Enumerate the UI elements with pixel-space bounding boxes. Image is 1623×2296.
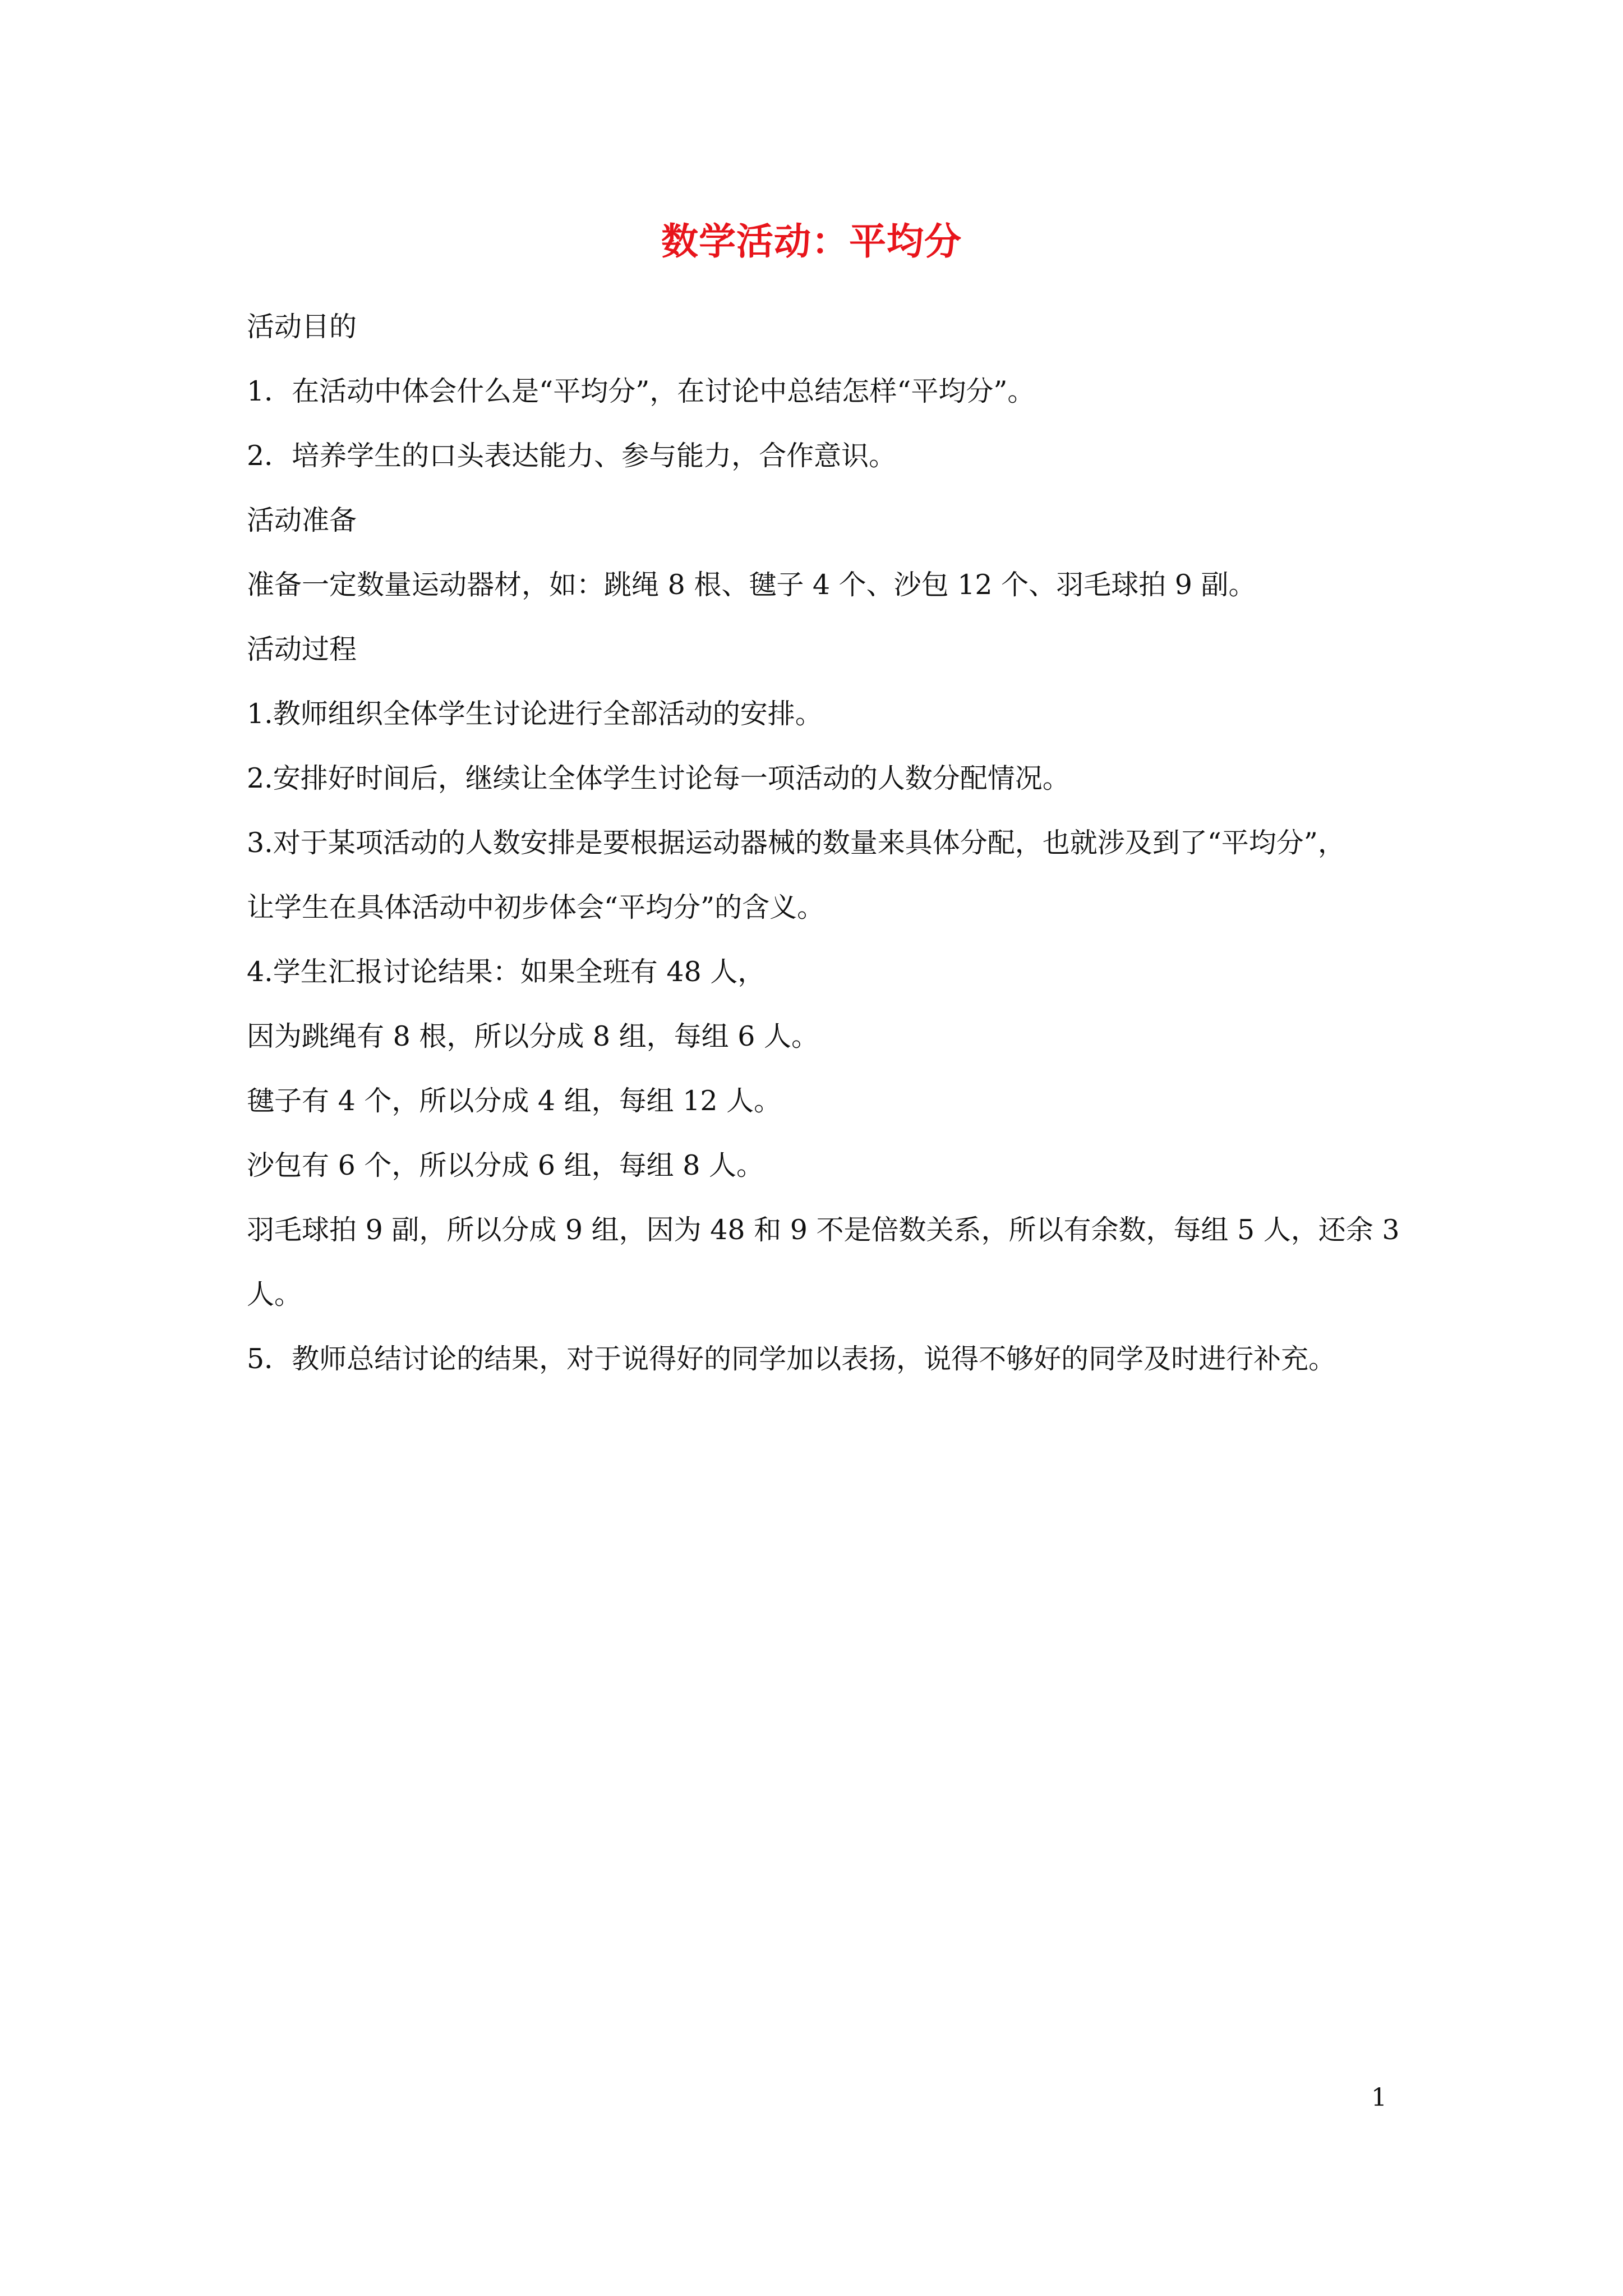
process-step-1: 1.教师组织全体学生讨论进行全部活动的安排。 [247, 698, 823, 730]
preparation-text: 准备一定数量运动器材，如：跳绳 8 根、毽子 4 个、沙包 12 个、羽毛球拍 9 副。 [247, 569, 1256, 601]
section-heading-goals: 活动目的 [247, 311, 357, 343]
process-step-4: 4.学生汇报讨论结果：如果全班有 48 人， [247, 956, 766, 988]
goal-item-2: 2．培养学生的口头表达能力、参与能力，合作意识。 [247, 440, 897, 472]
process-step-3-continued: 让学生在具体活动中初步体会“平均分”的含义。 [247, 891, 825, 923]
result-badminton: 羽毛球拍 9 副，所以分成 9 组，因为 48 和 9 不是倍数关系，所以有余数，每组 5 人，还余 3 [247, 1214, 1400, 1246]
document-body [247, 295, 1400, 1391]
goal-item-1: 1．在活动中体会什么是“平均分”，在讨论中总结怎样“平均分”。 [247, 375, 1035, 407]
result-jump-rope: 因为跳绳有 8 根，所以分成 8 组，每组 6 人。 [247, 1020, 819, 1052]
result-sandbag: 沙包有 6 个，所以分成 6 组，每组 8 人。 [247, 1149, 764, 1181]
document-title: 数学活动：平均分 [661, 219, 962, 263]
result-shuttlecock: 毽子有 4 个，所以分成 4 组，每组 12 人。 [247, 1085, 782, 1117]
section-heading-preparation: 活动准备 [247, 504, 357, 536]
process-step-2: 2.安排好时间后，继续让全体学生讨论每一项活动的人数分配情况。 [247, 762, 1070, 794]
page-number: 1 [1371, 2083, 1387, 2112]
process-step-3: 3.对于某项活动的人数安排是要根据运动器械的数量来具体分配，也就涉及到了“平均分”， [247, 827, 1345, 859]
result-badminton-continued: 人。 [247, 1278, 302, 1310]
process-step-5: 5．教师总结讨论的结果，对于说得好的同学加以表扬，说得不够好的同学及时进行补充。 [247, 1343, 1336, 1375]
section-heading-process: 活动过程 [247, 633, 357, 665]
